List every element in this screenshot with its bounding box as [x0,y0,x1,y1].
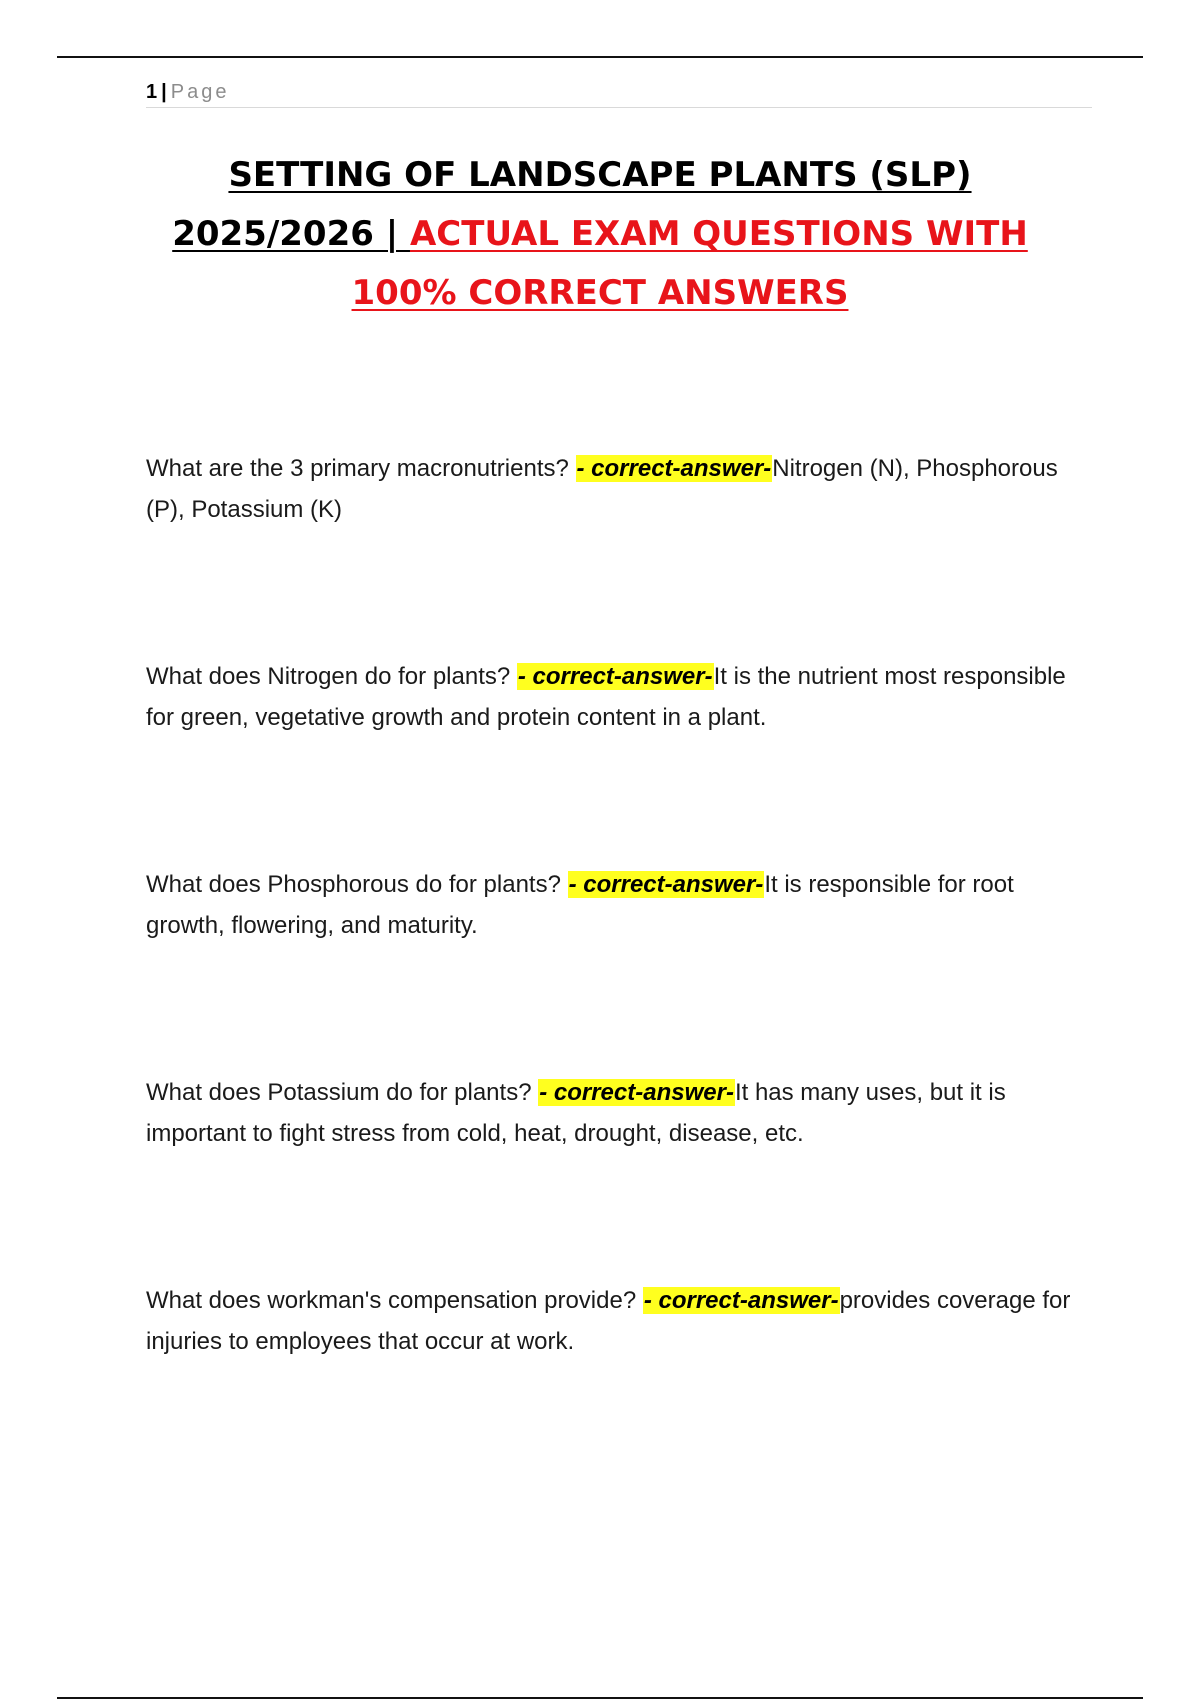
answer-tag: - correct-answer- [643,1287,839,1314]
answer-text: It has many uses, but it is important to fight stress from cold, heat, drought, disease, etc. [146,1079,1006,1147]
question-text: What are the 3 primary macronutrients? [146,455,576,482]
answer-text: It is the nutrient most responsible for green, vegetative growth and protein content in a plant. [146,663,1066,731]
answer-tag: - correct-answer- [539,1079,734,1106]
qa-item [146,448,1086,530]
title-year: 2025/2026 | [172,214,410,254]
question-text: What does Phosphorous do for plants? [146,871,568,898]
title-subtitle-part-2: 100% CORRECT ANSWERS [351,273,849,313]
qa-item [146,656,1086,738]
qa-item [146,1280,1086,1362]
title-line-1: SETTING OF LANDSCAPE PLANTS (SLP) [228,155,972,195]
qa-item [146,864,1086,946]
page-number: 1 [146,81,158,103]
top-rule [57,56,1143,58]
title-subtitle-part-1: ACTUAL EXAM QUESTIONS WITH [409,214,1028,254]
question-text: What does Potassium do for plants? [146,1079,539,1106]
page-label: Page [170,81,230,103]
answer-tag: - correct-answer- [568,871,764,898]
question-text: What does Nitrogen do for plants? [146,663,517,690]
question-text: What does workman's compensation provide? [146,1287,643,1314]
qa-item [146,1072,1086,1154]
bottom-rule [57,1697,1143,1699]
answer-text: Nitrogen (N), Phosphorous (P), Potassium (K) [146,455,1058,523]
answer-tag: - correct-answer- [517,663,713,690]
answer-tag: - correct-answer- [576,455,772,482]
page-header [146,79,1092,108]
answer-text: It is responsible for root growth, flowering, and maturity. [146,871,1014,939]
answer-text: provides coverage for injuries to employees that occur at work. [146,1287,1071,1355]
document-title [100,146,1100,323]
page-separator: | [161,81,167,103]
